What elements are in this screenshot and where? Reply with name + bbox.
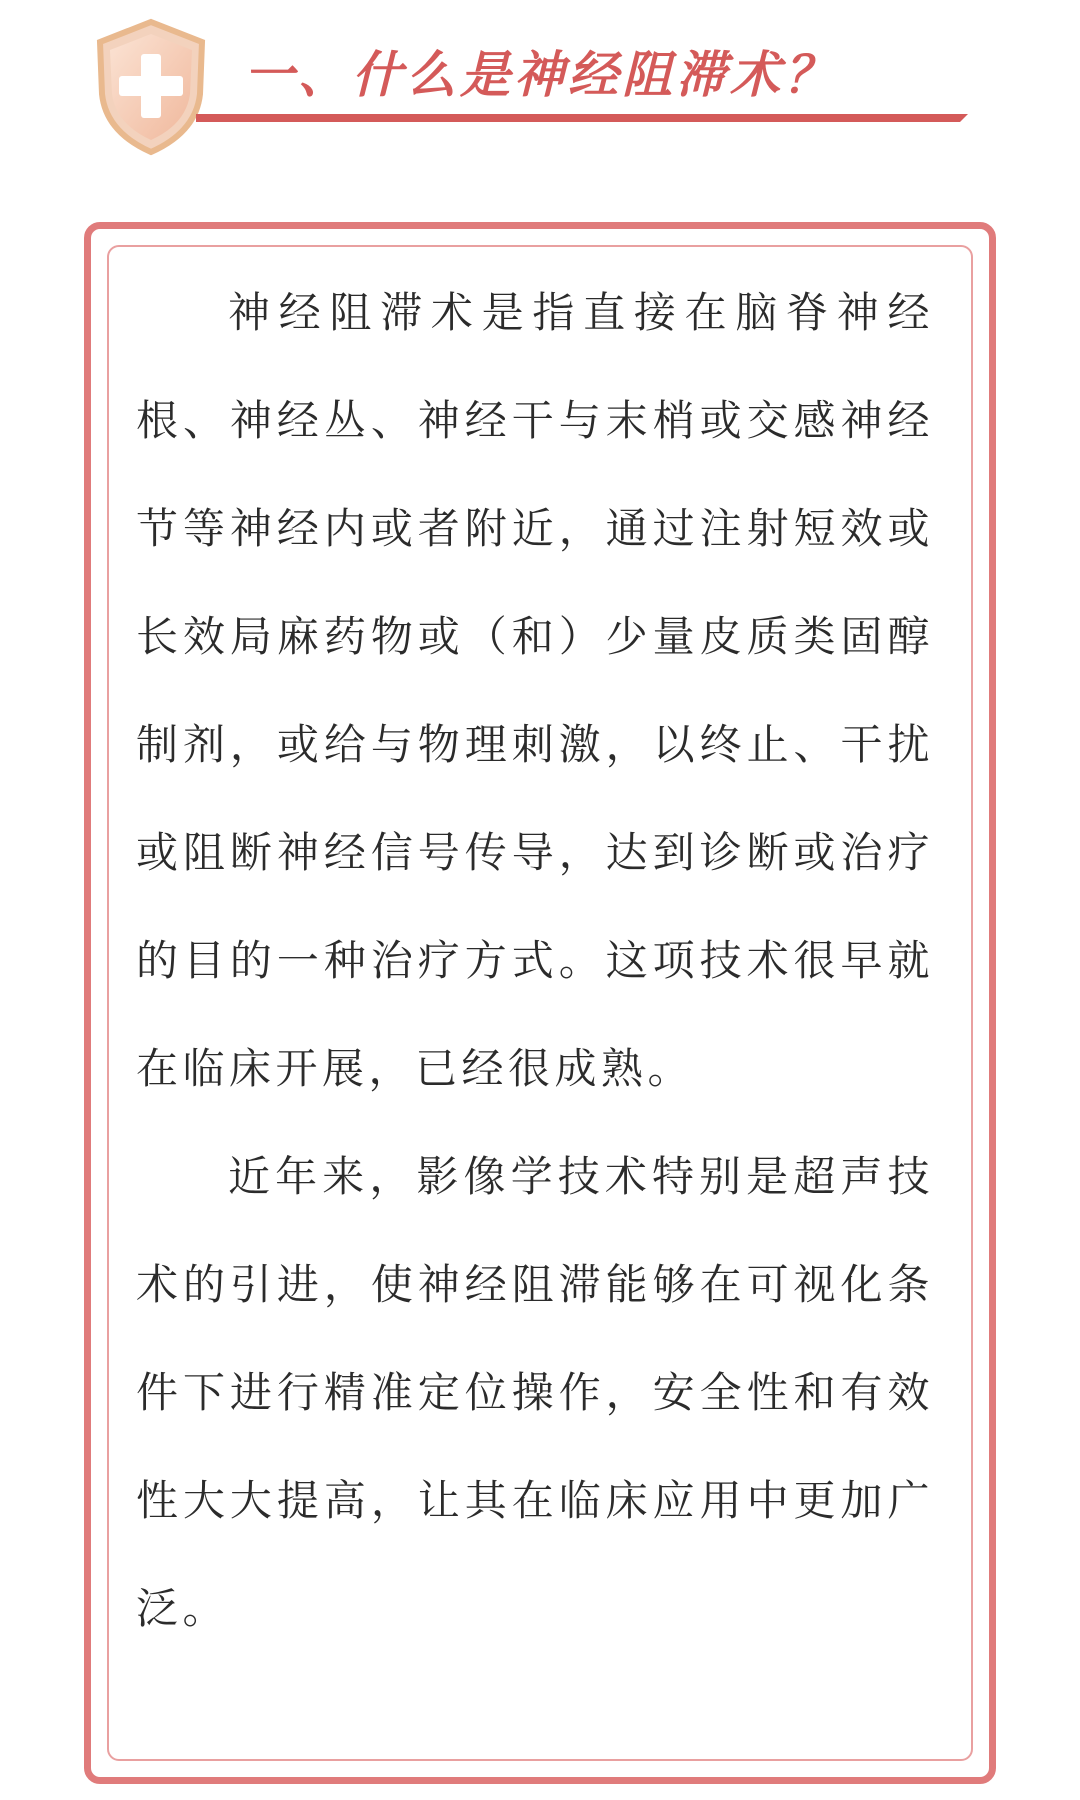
title-underline — [196, 112, 968, 122]
paragraph-definition: 神经阻滞术是指直接在脑脊神经根、神经丛、神经干与末梢或交感神经节等神经内或者附近，通过注射短效或长效局麻药物或（和）少量皮质类固醇制剂，或给与物理刺激，以终止、干扰或阻断神经信号传导，达到诊断或治疗的目的一种治疗方式。这项技术很早就在临床开展，已经很成熟。 — [136, 288, 934, 1093]
section-header — [0, 0, 1080, 170]
medical-cross-shield-icon — [88, 16, 214, 158]
paragraph-recent-advances: 近年来，影像学技术特别是超声技术的引进，使神经阻滞能够在可视化条件下进行精准定位操作，安全性和有效性大大提高，让其在临床应用中更加广泛。 — [136, 1152, 934, 1633]
section-title: 一、什么是神经阻滞术？ — [244, 46, 838, 104]
content-card — [84, 222, 996, 1784]
